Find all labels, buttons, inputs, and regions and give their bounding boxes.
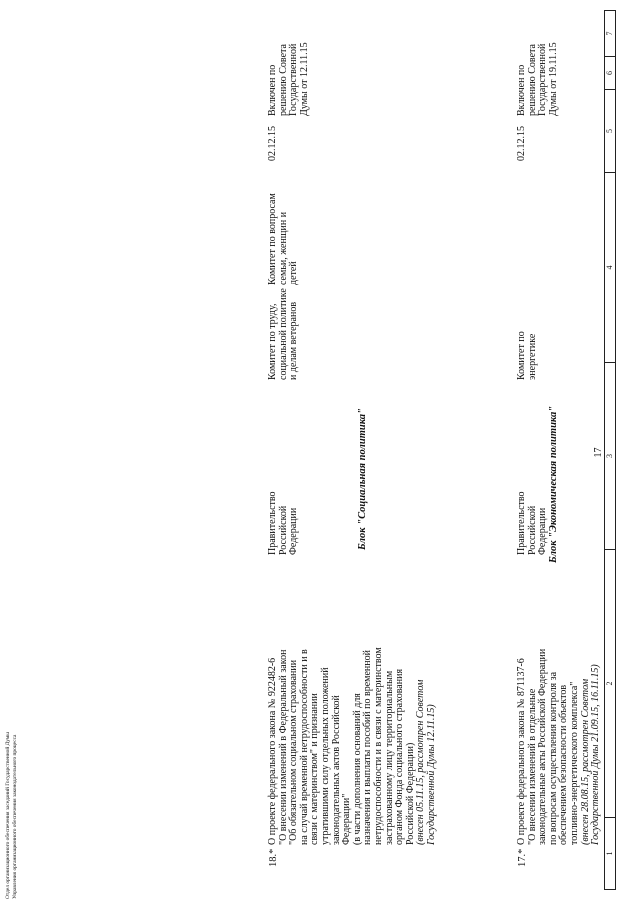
page-number: 17 xyxy=(593,447,604,458)
footer-line: Отдел организационного обеспечения заседаний Государственной Думы xyxy=(5,732,11,899)
description-line: законодательные акты Российской Федерации xyxy=(537,648,549,845)
description-line: по вопросам осуществления контроля за xyxy=(547,671,559,845)
description-line: связи с материнством" и признании xyxy=(309,693,321,845)
column-header-row xyxy=(604,10,616,890)
note-line: Включен по xyxy=(267,64,278,116)
description-line: О проекте федерального закона № 871137-6 xyxy=(516,658,527,845)
description-line: органом Фонда социального страхования xyxy=(394,668,406,845)
footer-line: Управления организационного обеспечения законодательного процесса xyxy=(12,734,18,899)
responsible-committee xyxy=(268,288,300,380)
inclusion-note xyxy=(517,42,559,116)
description-line: обеспечением безопасности объектов xyxy=(558,684,570,845)
item-number: 17.* xyxy=(517,848,528,867)
note-line: Включен по xyxy=(516,64,527,116)
note-line: решению Совета xyxy=(526,44,538,116)
initiator-line: Правительство xyxy=(267,491,278,555)
committee-line: и делам ветеранов xyxy=(288,301,300,380)
description-line: (в части дополнения оснований для xyxy=(351,693,363,845)
block-title-economic: Блок "Экономическая политика" xyxy=(548,405,559,563)
item-description xyxy=(517,649,602,845)
column-number-1: 1 xyxy=(605,817,615,889)
column-number-5: 5 xyxy=(605,89,615,172)
review-date: 02.12.15 xyxy=(516,126,527,161)
co-executor-committee xyxy=(268,193,300,285)
description-line: "О внесении изменений в отдельные xyxy=(526,688,538,845)
description-line: утратившими силу отдельных положений xyxy=(319,667,331,845)
co-committee-line: детей xyxy=(288,261,300,285)
block-title-social: Блок "Социальная политика" xyxy=(357,408,368,550)
committee-line: энергетике xyxy=(526,333,538,380)
initiator-line: Правительство xyxy=(516,491,527,555)
item-number: 18.* xyxy=(268,848,279,867)
inclusion-note xyxy=(268,42,310,116)
description-line: "О внесении изменений в Федеральный закон xyxy=(277,649,289,845)
review-date: 02.12.15 xyxy=(267,126,278,161)
description-line: законодательных актов Российской xyxy=(330,695,342,845)
note-line: Государственной xyxy=(288,43,300,116)
committee-line: Комитет по xyxy=(516,331,527,380)
initiator xyxy=(517,491,549,555)
note-line: Государственной xyxy=(537,43,549,116)
co-committee-line: семьи, женщин и xyxy=(277,211,289,285)
description-line: застрахованному лицу территориальным xyxy=(383,670,395,845)
description-line: О проекте федерального закона № 922482-6 xyxy=(267,657,278,845)
initiator-line: Федерации xyxy=(537,507,549,555)
description-italic-line: (внесен 05.11.15, рассмотрен Советом xyxy=(415,679,427,845)
description-line: назначения и выплаты пособий по временной xyxy=(362,650,374,845)
description-italic-line: Государственной Думы 12.11.15) xyxy=(425,704,437,845)
description-line: "Об обязательном социальном страховании xyxy=(288,659,300,845)
item-description xyxy=(268,647,438,845)
column-number-4: 4 xyxy=(605,172,615,362)
co-committee-line: Комитет по вопросам xyxy=(267,193,278,285)
description-line: топливно-энергетического комплекса" xyxy=(568,681,580,845)
initiator-line: Российской xyxy=(526,505,538,555)
column-number-6: 6 xyxy=(605,56,615,89)
column-number-2: 2 xyxy=(605,549,615,817)
description-line: на случай временной нетрудоспособности и в xyxy=(298,649,310,845)
responsible-committee xyxy=(517,331,538,380)
description-italic-line: Государственной Думы 21.09.15, 16.11.15) xyxy=(590,664,602,845)
note-line: решению Совета xyxy=(277,44,289,116)
initiator xyxy=(268,491,300,555)
column-number-7: 7 xyxy=(605,31,614,36)
description-line: Федерации" xyxy=(341,793,353,845)
committee-line: Комитет по труду, xyxy=(267,303,278,380)
column-number-3: 3 xyxy=(605,362,615,549)
committee-line: социальной политике xyxy=(277,288,289,380)
initiator-line: Российской xyxy=(277,505,289,555)
description-italic-line: (внесен 28.08.15, рассмотрен Советом xyxy=(579,678,591,845)
note-line: Думы от 19.11.15 xyxy=(547,42,559,116)
description-line: Российской Федерации) xyxy=(404,742,416,845)
initiator-line: Федерации xyxy=(288,507,300,555)
note-line: Думы от 12.11.15 xyxy=(298,42,310,116)
description-line: нетрудоспособности и в связи с материнством xyxy=(372,647,384,845)
footer-department xyxy=(5,732,19,899)
